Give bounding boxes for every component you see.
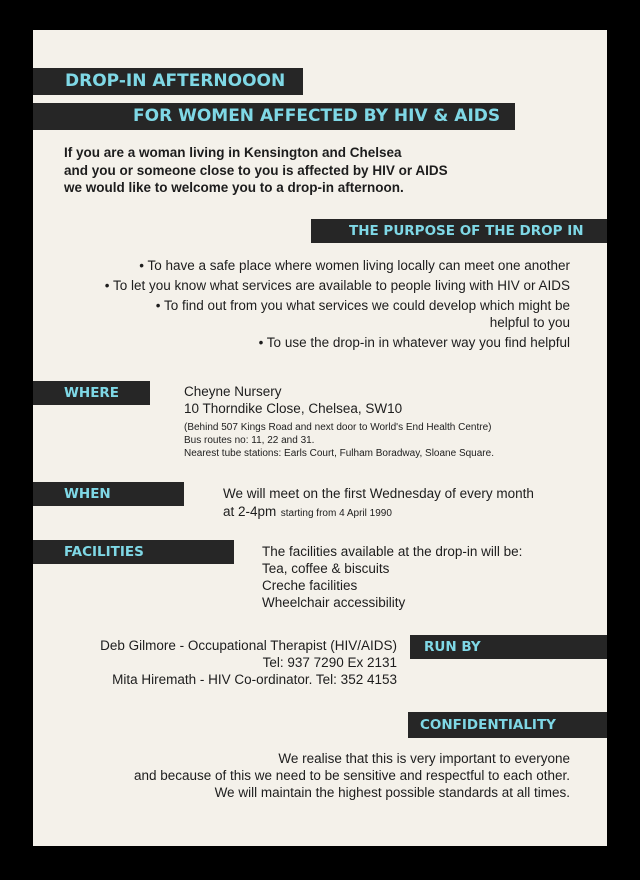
run-by-phone-1: Tel: 937 7290 Ex 2131	[262, 655, 397, 670]
when-time-line	[223, 503, 392, 521]
purpose-heading: THE PURPOSE OF THE DROP IN	[311, 219, 607, 243]
where-tube-stations: Nearest tube stations: Earls Court, Fulham Boradway, Sloane Square.	[184, 448, 494, 459]
facilities-heading: FACILITIES	[33, 540, 234, 564]
confidentiality-line-1: We realise that this is very important to everyone	[278, 751, 570, 766]
purpose-item-2: • To let you know what services are available to people living with HIV or AIDS	[104, 278, 570, 293]
purpose-item-3: • To find out from you what services we could develop which might be	[155, 298, 570, 313]
facility-wheelchair: Wheelchair accessibility	[262, 595, 406, 610]
when-time: at 2-4pm	[223, 504, 277, 519]
title-banner: DROP-IN AFTERNOOON	[33, 68, 303, 95]
confidentiality-line-2: and because of this we need to be sensitive and respectful to each other.	[133, 768, 570, 783]
when-line: We will meet on the first Wednesday of every month	[223, 486, 534, 501]
when-heading: WHEN	[33, 482, 184, 506]
when-start-date: starting from 4 April 1990	[280, 508, 392, 519]
where-venue: Cheyne Nursery	[184, 384, 282, 399]
facilities-intro: The facilities available at the drop-in will be:	[262, 544, 523, 559]
run-by-person-1: Deb Gilmore - Occupational Therapist (HIV/AIDS)	[100, 638, 397, 653]
where-directions: (Behind 507 Kings Road and next door to World's End Health Centre)	[184, 422, 492, 433]
subtitle-banner: FOR WOMEN AFFECTED BY HIV & AIDS	[33, 103, 515, 130]
run-by-person-2: Mita Hiremath - HIV Co-ordinator. Tel: 352 4153	[112, 672, 397, 687]
where-address: 10 Thorndike Close, Chelsea, SW10	[184, 401, 403, 416]
facility-refreshments: Tea, coffee & biscuits	[262, 561, 390, 576]
purpose-item-1: • To have a safe place where women living locally can meet one another	[139, 258, 570, 273]
where-bus-routes: Bus routes no: 11, 22 and 31.	[184, 435, 315, 446]
purpose-item-4: • To use the drop-in in whatever way you find helpful	[258, 335, 570, 350]
intro-line-2: and you or someone close to you is affected by HIV or AIDS	[64, 163, 448, 178]
confidentiality-heading: CONFIDENTIALITY	[408, 712, 607, 738]
intro-line-3: we would like to welcome you to a drop-in afternoon.	[64, 180, 404, 195]
purpose-item-3-cont: helpful to you	[489, 315, 570, 330]
run-by-heading: RUN BY	[410, 635, 607, 659]
where-heading: WHERE	[33, 381, 150, 405]
intro-line-1: If you are a woman living in Kensington and Chelsea	[64, 145, 402, 160]
confidentiality-line-3: We will maintain the highest possible standards at all times.	[214, 785, 570, 800]
facility-creche: Creche facilities	[262, 578, 358, 593]
